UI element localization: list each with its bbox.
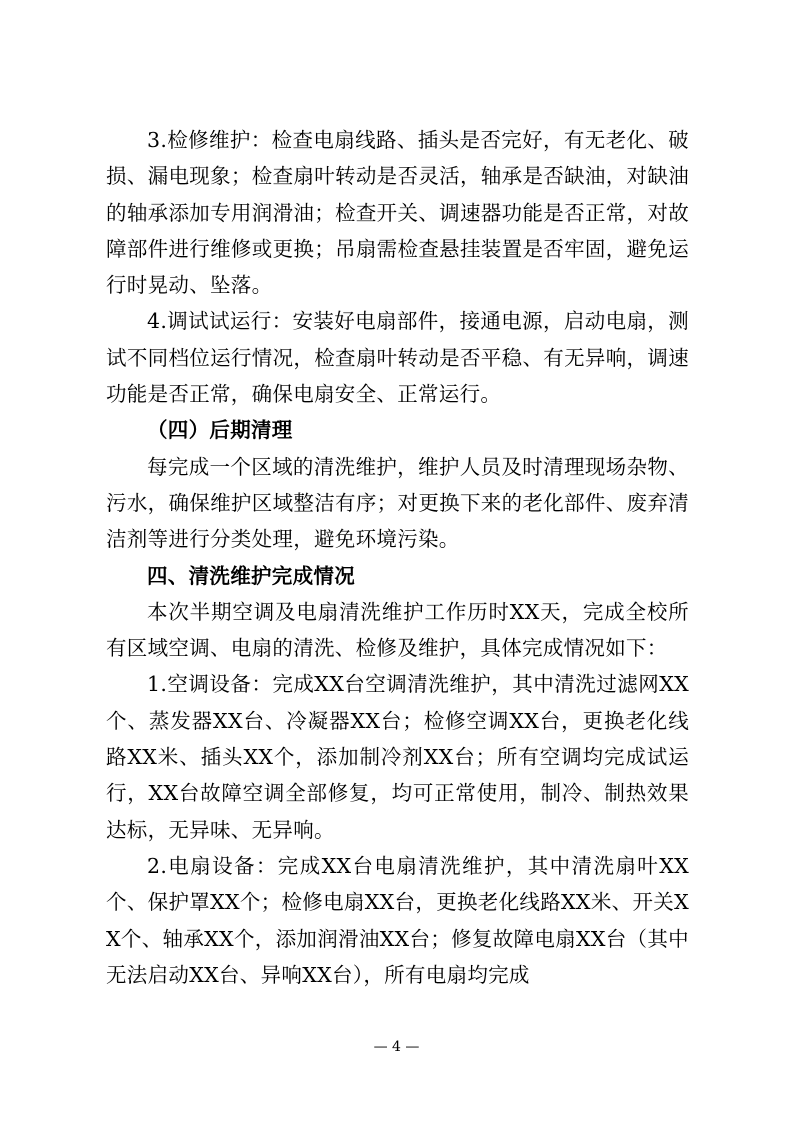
page-number: — 4 — (373, 1039, 420, 1055)
paragraph-site-cleanup: 每完成一个区域的清洗维护，维护人员及时清理现场杂物、污水，确保维护区域整洁有序；对更换下来的老化部件、废弃清洁剂等进行分类处理，避免环境污染。 (106, 454, 689, 552)
paragraph-ac-completion: 1.空调设备：完成XX台空调清洗维护，其中清洗过滤网XX个、蒸发器XX台、冷凝器XX台；检修空调XX台，更换老化线路XX米、插头XX个，添加制冷剂XX台；所有空调均完成试运行，XX台故障空调全部修复，均可正常使用，制冷、制热效果达标，无异味、无异响。 (106, 672, 689, 842)
paragraph-completion-summary: 本次半期空调及电扇清洗维护工作历时XX天，完成全校所有区域空调、电扇的清洗、检修及维护，具体完成情况如下： (106, 599, 689, 661)
paragraph-fan-maintenance: 3.检修维护：检查电扇线路、插头是否完好，有无老化、破损、漏电现象；检查扇叶转动是否灵活，轴承是否缺油，对缺油的轴承添加专用润滑油；检查开关、调速器功能是否正常，对故障部件进行维修或更换；吊扇需检查悬挂装置是否牢固，避免运行时晃动、坠落。 (106, 128, 689, 298)
paragraph-fan-completion: 2.电扇设备：完成XX台电扇清洗维护，其中清洗扇叶XX个、保护罩XX个；检修电扇XX台，更换老化线路XX米、开关XX个、轴承XX个，添加润滑油XX台；修复故障电扇XX台（其中无法启动XX台、异响XX台），所有电扇均完成 (106, 853, 689, 987)
document-body (106, 122, 689, 993)
heading-completion-status: 四、清洗维护完成情况 (147, 563, 355, 588)
heading-post-cleanup: （四）后期清理 (147, 418, 293, 443)
paragraph-fan-test-run: 4.调试试运行：安装好电扇部件，接通电源，启动电扇，测试不同档位运行情况，检查扇叶转动是否平稳、有无异响，调速功能是否正常，确保电扇安全、正常运行。 (106, 309, 689, 407)
